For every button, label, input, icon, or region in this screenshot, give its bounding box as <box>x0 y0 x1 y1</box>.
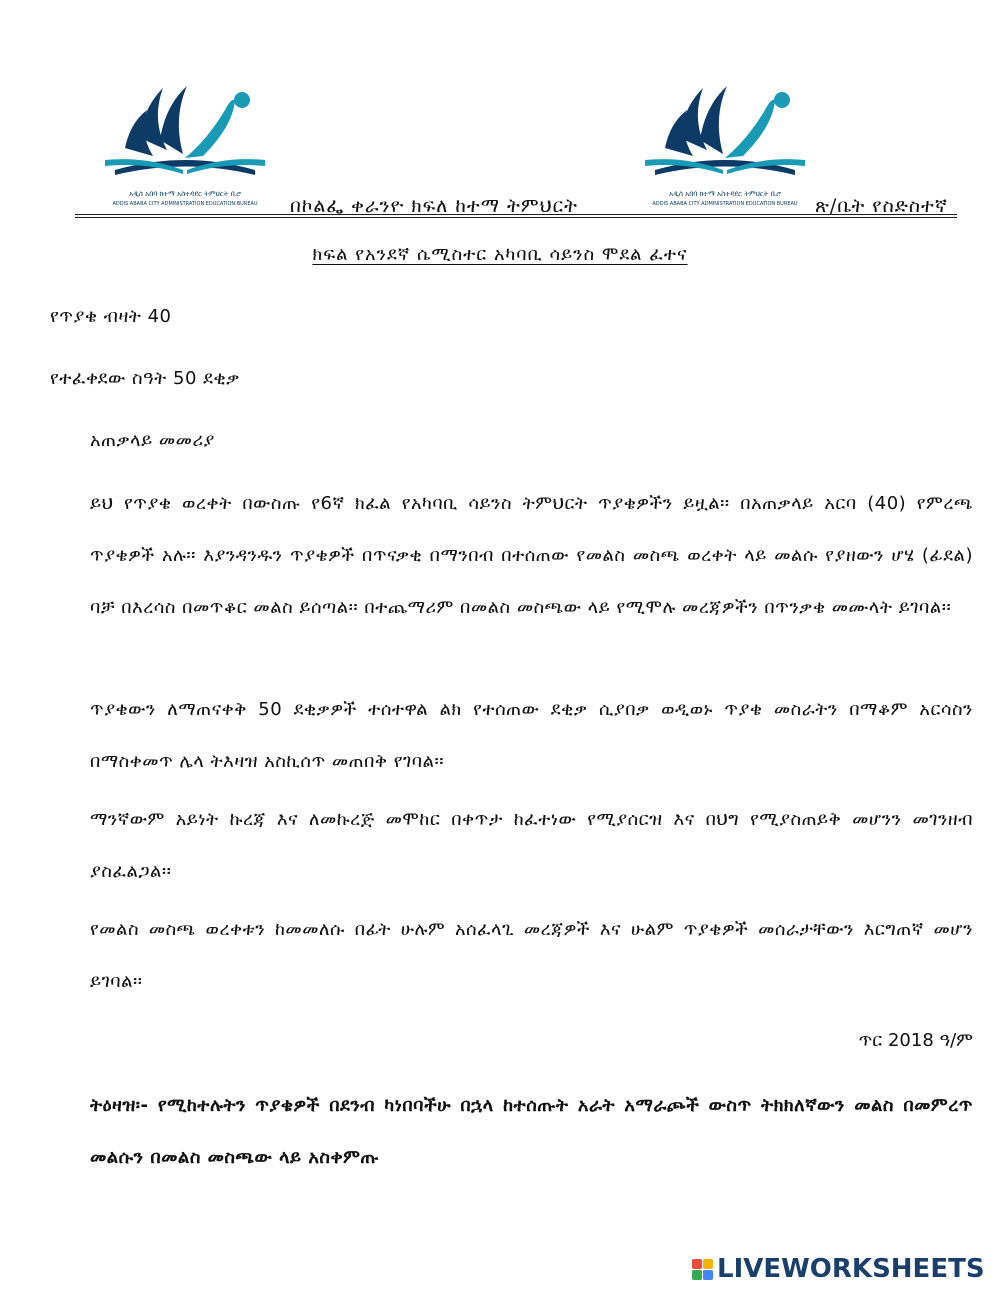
logo-caption-english: ADDIS ABABA CITY ADMINISTRATION EDUCATION BUREAU <box>652 201 798 207</box>
header-divider-second <box>75 217 957 218</box>
question-count: የጥያቄ ብዛት 40 <box>50 306 172 327</box>
page-title: ክፍል የአንደኛ ሴሚስተር አካባቢ ሳይንስ ሞደል ፈተና <box>312 244 688 265</box>
instructions-heading: አጠቃላይ መመሪያ <box>90 430 215 451</box>
book-reader-logo-icon <box>85 78 285 188</box>
directive-text: ትዕዛዝ፡- የሚከተሉትን ጥያቄዎች በደንብ ካነበባችሁ በኋላ ከተሰጡት አራት አማራጮች ውስጥ ትክክለኛውን መልስ በመምረጥ መልሱን በመልስ መስጫው ላይ አስቀምጡ <box>90 1095 973 1168</box>
logo-caption-amharic: አዲስ አበባ ከተማ አስተዳደር ትምህርት ቢሮ <box>129 190 241 198</box>
instruction-paragraph: ጥያቄውን ለማጠናቀቅ 50 ደቂቃዎች ተሰተዋል ልክ የተሰጠው ደቂቃ ሲያበቃ ወዲወኑ ጥያቄ መስራትን በማቆም አርሳስን በማስቀመጥ ሌላ ትእዛዝ አስኪሰጥ መጠበቅ የገባል፡፡ <box>90 699 973 772</box>
instruction-paragraph: ማንኛውም አይነት ኩረጃ እና ለመኩረጅ መሞከር በቀጥታ ከፈተነው የሚያሰርዝ እና በህግ የሚያስጠይቅ መሆንን መገንዘብ ያስፈልጋል፡፡ <box>90 809 973 882</box>
liveworksheets-logo-icon <box>692 1259 713 1280</box>
header-left-text: በኮልፌ ቀራንዮ ክፍለ ከተማ ትምህርት <box>290 195 578 217</box>
logo-caption-amharic: አዲስ አበባ ከተማ አስተዳደር ትምህርት ቢሮ <box>669 190 781 198</box>
time-allowed: የተፈቀደው ስዓት 50 ደቂቃ <box>50 368 240 389</box>
exam-date: ጥር 2018 ዓ/ም <box>858 1030 973 1051</box>
logo-caption-english: ADDIS ABABA CITY ADMINISTRATION EDUCATION BUREAU <box>112 201 258 207</box>
header-divider <box>75 214 957 215</box>
liveworksheets-watermark <box>692 1254 985 1284</box>
bureau-logo-right <box>625 78 825 208</box>
instruction-paragraph: ይህ የጥያቄ ወረቀት በውስጡ የ6ኛ ክፈል የአካባቢ ሳይንስ ትምህርት ጥያቄዎችን ይዟል፡፡ በአጠቃላይ አርባ (40) የምረጫ ጥያቄዎች አሉ፡፡ እያንዳንዱን ጥያቄዎች በጥናቃቂ በማንበብ በተሰጠው የመልስ መስጫ ወረቀት ላይ መልሱ የያዘውን ሆሄ (ፊደል) ባቻ በእረሳስ በመጥቆር መልስ ይሰጣል፡፡ በተጨማሪም በመልስ መስጫው ላይ የሚሞሉ መረጃዎችን በጥንቃቄ መሙላት ይገባል፡፡ <box>90 493 973 618</box>
bureau-logo-left <box>85 78 285 208</box>
liveworksheets-wordmark: LIVEWORKSHEETS <box>717 1254 985 1284</box>
book-reader-logo-icon <box>625 78 825 188</box>
header-right-text: ጽ/ቤት የስድስተኛ <box>815 195 948 217</box>
instruction-paragraph: የመልስ መስጫ ወረቀቱን ከመመለሱ በፊት ሁሉም አሰፈላጊ መረጃዎች እና ሁልም ጥያቄዎች መሰራታቸውን እርግጠኛ መሆን ይገባል፡፡ <box>90 919 973 992</box>
